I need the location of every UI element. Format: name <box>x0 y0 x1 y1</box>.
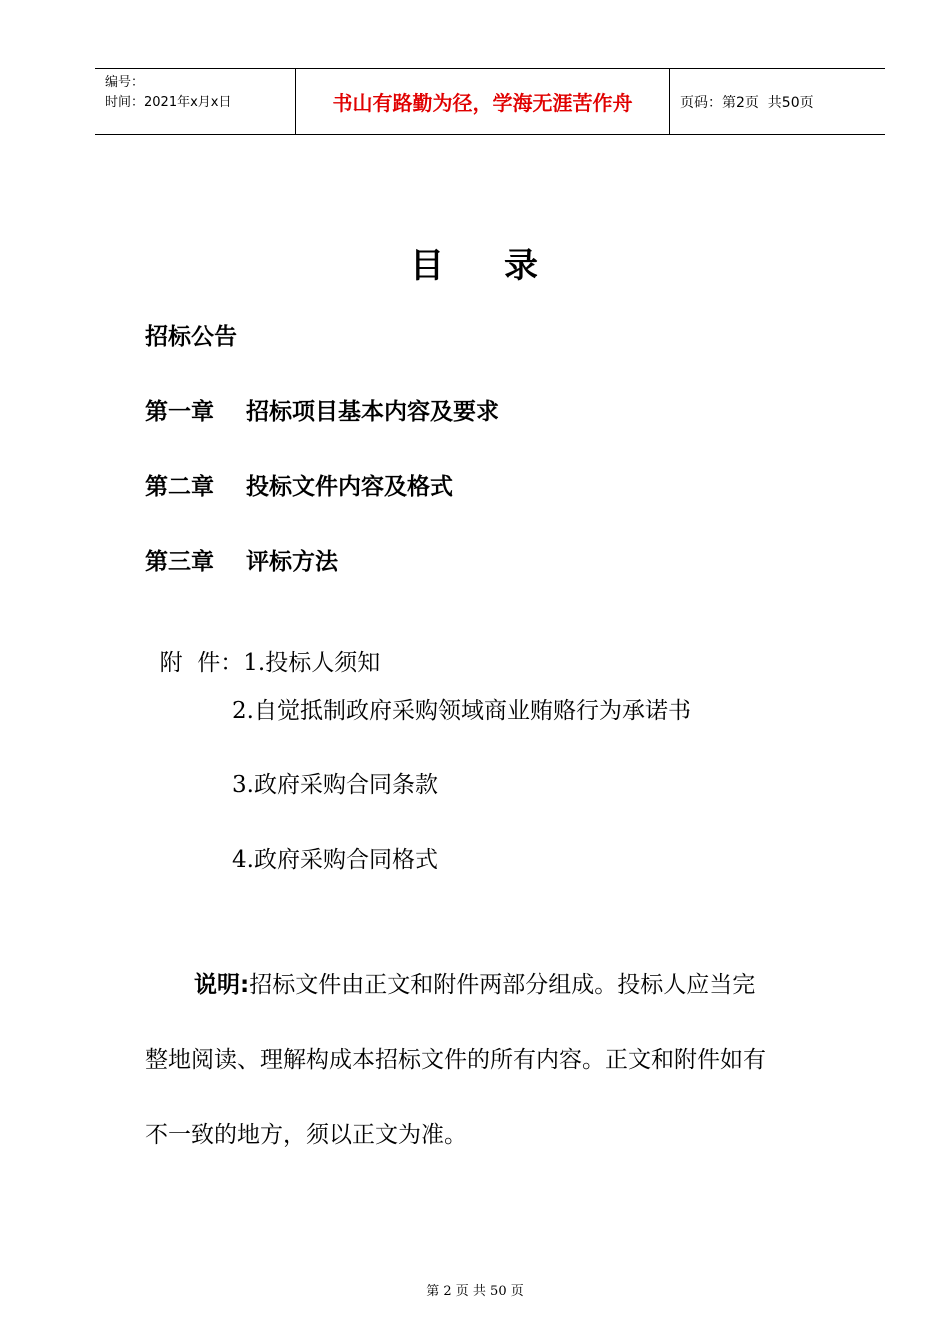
header-meta <box>95 69 296 134</box>
note-line-1 <box>194 966 755 999</box>
chapter-number: 第二章 <box>145 474 214 500</box>
header-page-info-cell <box>670 69 885 134</box>
note-line-2: 整地阅读、理解构成本招标文件的所有内容。正文和附件如有 <box>145 1047 766 1073</box>
header-page-info: 页码：第2页 共50页 <box>680 94 814 111</box>
title-char-2: 录 <box>504 246 540 286</box>
note-line-3: 不一致的地方，须以正文为准。 <box>145 1122 467 1148</box>
chapter-title: 评标方法 <box>246 549 338 575</box>
appendix-item-1: 1.投标人须知 <box>243 650 381 676</box>
chapter-number: 第一章 <box>145 399 214 425</box>
date-label: 时间：2021年x月x日 <box>105 95 232 110</box>
chapter-title: 招标项目基本内容及要求 <box>246 399 499 425</box>
title-char-1: 目 <box>410 246 446 286</box>
appendix-item-3: 3.政府采购合同条款 <box>232 772 438 798</box>
appendix-item-2: 2.自觉抵制政府采购领域商业贿赂行为承诺书 <box>232 698 691 724</box>
chapter-title: 投标文件内容及格式 <box>246 474 453 500</box>
header-motto: 书山有路勤为径，学海无涯苦作舟 <box>332 91 633 115</box>
toc-chapter-2 <box>145 468 453 501</box>
toc-notice: 招标公告 <box>145 324 237 350</box>
toc-chapter-1 <box>145 393 499 426</box>
note-text-1: 招标文件由正文和附件两部分组成。投标人应当完 <box>249 972 756 998</box>
note-label: 说明: <box>194 972 250 998</box>
appendix-label: 附 件： <box>159 650 244 676</box>
page-title <box>0 238 950 287</box>
serial-label: 编号： <box>105 75 145 90</box>
page-footer: 第 2 页 共 50 页 <box>426 1284 524 1299</box>
chapter-number: 第三章 <box>145 549 214 575</box>
page-header <box>95 68 885 135</box>
toc-chapter-3 <box>145 543 338 576</box>
header-motto-cell <box>296 69 670 134</box>
appendix-item-4: 4.政府采购合同格式 <box>232 847 438 873</box>
toc-appendix <box>145 618 380 677</box>
